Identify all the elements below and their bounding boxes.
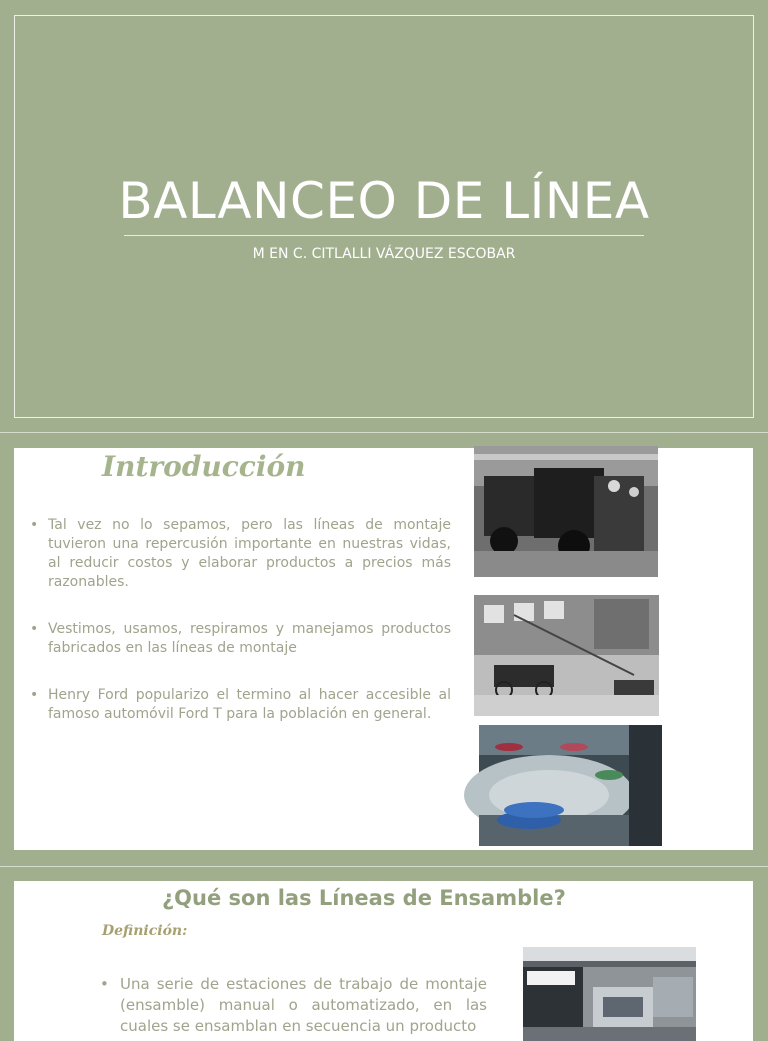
presentation-author: M EN C. CITLALLI VÁZQUEZ ESCOBAR (252, 246, 516, 262)
ensamble-slide (14, 881, 753, 1041)
intro-bullet-3: • Henry Ford popularizo el termino al hacer accesible al famoso automóvil Ford T para la población en general. (30, 686, 451, 724)
ensamble-title: ¿Qué son las Líneas de Ensamble? (162, 886, 566, 910)
definition-label: Definición: (102, 923, 188, 939)
slide-separator (0, 432, 768, 433)
title-slide (0, 0, 768, 432)
title-divider (124, 235, 644, 236)
presentation-title: BALANCEO DE LÍNEA (118, 172, 650, 230)
intro-bullet-2: • Vestimos, usamos, respiramos y manejamos productos fabricados en las líneas de montaje (30, 620, 451, 658)
definition-bullet: • Una serie de estaciones de trabajo de montaje (ensamble) manual o automatizado, en las cuales se ensamblan en secuencia un producto (100, 974, 487, 1037)
factory-photo-assembly-yard (474, 595, 659, 716)
intro-bullet-list (30, 516, 451, 752)
intro-bullet-1: • Tal vez no lo sepamos, pero las líneas de montaje tuvieron una repercusión importante en nuestras vidas, al reducir costos y elaborar productos a precios más razonables. (30, 516, 451, 592)
shoe-conveyor-photo (479, 725, 662, 846)
intro-title: Introducción (102, 450, 306, 483)
modern-assembly-line-photo (523, 947, 696, 1041)
factory-photo-ford-t-line (474, 446, 658, 577)
definition-bullet-list (100, 974, 487, 1037)
intro-slide (14, 448, 753, 850)
slide-separator (0, 866, 768, 867)
